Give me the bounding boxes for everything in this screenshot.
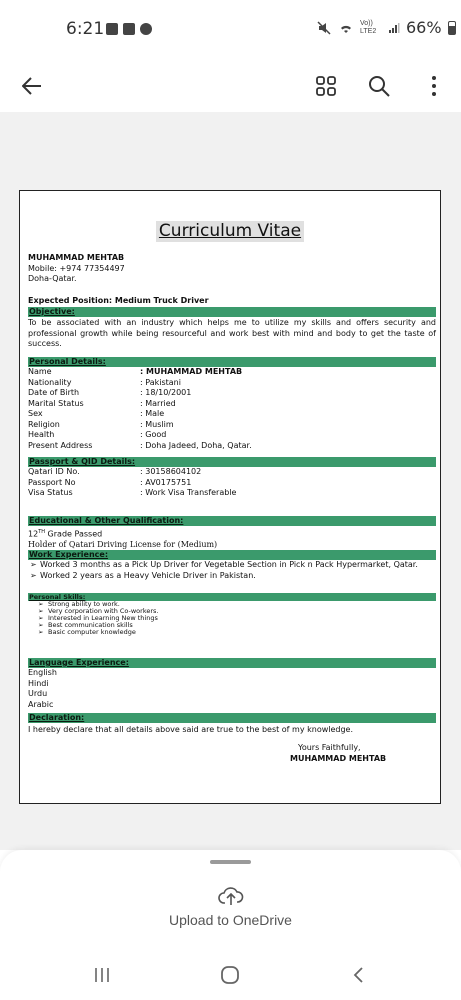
detail-row bbox=[28, 488, 436, 499]
back-nav-icon bbox=[352, 966, 364, 984]
system-status bbox=[316, 18, 456, 37]
bullet-arrow-icon: ➢ bbox=[30, 560, 37, 569]
search-icon bbox=[368, 75, 390, 97]
status-time: 6:21 bbox=[66, 19, 105, 39]
detail-key: Visa Status bbox=[28, 488, 73, 497]
status-bar bbox=[0, 0, 461, 60]
detail-row bbox=[28, 430, 436, 441]
detail-value: : AV0175751 bbox=[140, 477, 192, 487]
bullet-arrow-icon: ➢ bbox=[38, 607, 44, 615]
passport-heading: Passport & QID Details: bbox=[28, 457, 436, 467]
detail-value: : 18/10/2001 bbox=[140, 388, 192, 397]
document-viewer[interactable] bbox=[0, 112, 461, 850]
detail-row bbox=[28, 467, 436, 478]
education-item bbox=[28, 526, 436, 540]
declaration-section bbox=[28, 713, 436, 736]
detail-value: : MUHAMMAD MEHTAB bbox=[140, 367, 243, 376]
list-item bbox=[28, 560, 436, 571]
detail-row bbox=[28, 388, 436, 399]
skill-text: Interested in Learning New things bbox=[48, 614, 158, 622]
expected-position: Expected Position: Medium Truck Driver bbox=[28, 296, 209, 305]
more-options-icon bbox=[431, 75, 437, 97]
network-label: Vo)) LTE2 bbox=[360, 19, 377, 35]
document-page bbox=[19, 190, 441, 804]
detail-row bbox=[28, 378, 436, 389]
signature-block bbox=[290, 743, 410, 764]
app-toolbar bbox=[0, 60, 461, 112]
mute-icon bbox=[316, 20, 332, 36]
settings-notification-icon bbox=[140, 23, 152, 35]
detail-value: : Good bbox=[140, 430, 167, 439]
objective-section bbox=[28, 307, 436, 350]
personal-details-heading: Personal Details: bbox=[28, 357, 436, 367]
declaration-heading: Declaration: bbox=[28, 713, 436, 723]
education-grade: 12 bbox=[28, 529, 39, 539]
personal-details-section bbox=[28, 357, 436, 451]
grid-view-icon bbox=[315, 75, 337, 97]
language-item: Urdu bbox=[28, 689, 48, 698]
detail-key: Qatari ID No. bbox=[28, 467, 80, 476]
gallery-notification-icon bbox=[106, 23, 118, 35]
battery-icon bbox=[448, 21, 456, 35]
skills-section bbox=[28, 593, 436, 636]
detail-row bbox=[28, 409, 436, 420]
detail-key: Health bbox=[28, 430, 55, 439]
detail-key: Sex bbox=[28, 409, 43, 418]
language-item: Hindi bbox=[28, 678, 49, 688]
bullet-arrow-icon: ➢ bbox=[38, 600, 44, 608]
objective-text: To be associated with an industry which helps me to utilize my skills and offers security and professional growth while being resourceful and work best with mind and body to get the taste of success. bbox=[28, 318, 436, 348]
detail-key: Date of Birth bbox=[28, 388, 80, 397]
work-heading: Work Experience: bbox=[28, 550, 436, 560]
passport-section bbox=[28, 457, 436, 499]
education-heading: Educational & Other Qualification: bbox=[28, 516, 436, 526]
detail-key: Marital Status bbox=[28, 398, 84, 408]
recents-nav-icon bbox=[93, 966, 111, 984]
detail-row bbox=[28, 399, 436, 410]
contact-block bbox=[28, 253, 436, 285]
language-item: Arabic bbox=[28, 699, 54, 709]
skill-text: Very corporation with Co-workers. bbox=[48, 607, 159, 615]
list-item bbox=[28, 629, 436, 636]
grid-view-button[interactable] bbox=[306, 66, 346, 106]
language-item: English bbox=[28, 668, 57, 677]
detail-key: Religion bbox=[28, 419, 60, 429]
closing-text: Yours Faithfully, bbox=[298, 743, 361, 752]
detail-value: : Muslim bbox=[140, 419, 174, 429]
notification-icons bbox=[106, 23, 152, 35]
skill-text: Strong ability to work. bbox=[48, 600, 120, 608]
detail-value: : Work Visa Transferable bbox=[140, 488, 237, 497]
home-nav-icon bbox=[220, 965, 240, 985]
location: Doha-Qatar. bbox=[28, 274, 77, 283]
work-item-text: Worked 2 years as a Heavy Vehicle Driver in Pakistan. bbox=[40, 570, 256, 580]
wifi-icon bbox=[338, 21, 354, 35]
upload-onedrive-button[interactable]: Upload to OneDrive bbox=[169, 912, 292, 928]
education-item: Holder of Qatari Driving License for (Medium) bbox=[28, 540, 218, 550]
system-nav-bar bbox=[0, 950, 461, 1000]
skills-heading: Personal Skills: bbox=[28, 593, 436, 601]
battery-percent: 66% bbox=[406, 18, 442, 37]
detail-key: Nationality bbox=[28, 377, 72, 387]
search-button[interactable] bbox=[359, 66, 399, 106]
education-text: Grade Passed bbox=[45, 529, 103, 539]
detail-value: : Male bbox=[140, 409, 165, 418]
detail-row bbox=[28, 367, 436, 378]
message-notification-icon bbox=[123, 23, 135, 35]
more-options-button[interactable] bbox=[414, 66, 454, 106]
education-section bbox=[28, 516, 436, 551]
detail-row bbox=[28, 441, 436, 452]
detail-value: : Married bbox=[140, 398, 176, 408]
bullet-arrow-icon: ➢ bbox=[38, 614, 44, 622]
bullet-arrow-icon: ➢ bbox=[38, 628, 44, 636]
declaration-text: I hereby declare that all details above said are true to the best of my knowledge. bbox=[28, 725, 354, 734]
detail-key: Name bbox=[28, 367, 52, 376]
cv-title: Curriculum Vitae bbox=[156, 221, 304, 242]
language-heading: Language Experience: bbox=[28, 658, 436, 668]
back-button[interactable] bbox=[12, 66, 52, 106]
skill-text: Basic computer knowledge bbox=[48, 628, 136, 636]
mobile-number: Mobile: +974 77354497 bbox=[28, 263, 125, 273]
bullet-arrow-icon: ➢ bbox=[38, 621, 44, 629]
work-section bbox=[28, 550, 436, 581]
language-section bbox=[28, 658, 436, 710]
home-button[interactable] bbox=[212, 962, 248, 988]
detail-key: Passport No bbox=[28, 477, 76, 487]
detail-value: : Doha Jadeed, Doha, Qatar. bbox=[140, 440, 252, 450]
objective-heading: Objective: bbox=[28, 307, 436, 317]
applicant-name: MUHAMMAD MEHTAB bbox=[28, 253, 125, 262]
detail-value: : Pakistani bbox=[140, 377, 181, 387]
sheet-drag-handle[interactable] bbox=[210, 860, 251, 864]
detail-value: : 30158604102 bbox=[140, 467, 202, 476]
signal-icon bbox=[388, 22, 400, 34]
detail-row bbox=[28, 478, 436, 489]
recents-button[interactable] bbox=[84, 962, 120, 988]
back-nav-button[interactable] bbox=[340, 962, 376, 988]
work-item-text: Worked 3 months as a Pick Up Driver for Vegetable Section in Pick n Pack Hypermarket, Qatar. bbox=[40, 560, 418, 569]
bullet-arrow-icon: ➢ bbox=[30, 570, 37, 580]
detail-key: Present Address bbox=[28, 440, 93, 450]
list-item bbox=[28, 571, 436, 582]
grade-suffix: TH bbox=[38, 529, 46, 535]
cloud-upload-icon[interactable] bbox=[218, 885, 244, 907]
skill-text: Best communication skills bbox=[48, 621, 133, 629]
back-arrow-icon bbox=[22, 77, 42, 95]
detail-row bbox=[28, 420, 436, 431]
signature-name: MUHAMMAD MEHTAB bbox=[290, 753, 387, 763]
